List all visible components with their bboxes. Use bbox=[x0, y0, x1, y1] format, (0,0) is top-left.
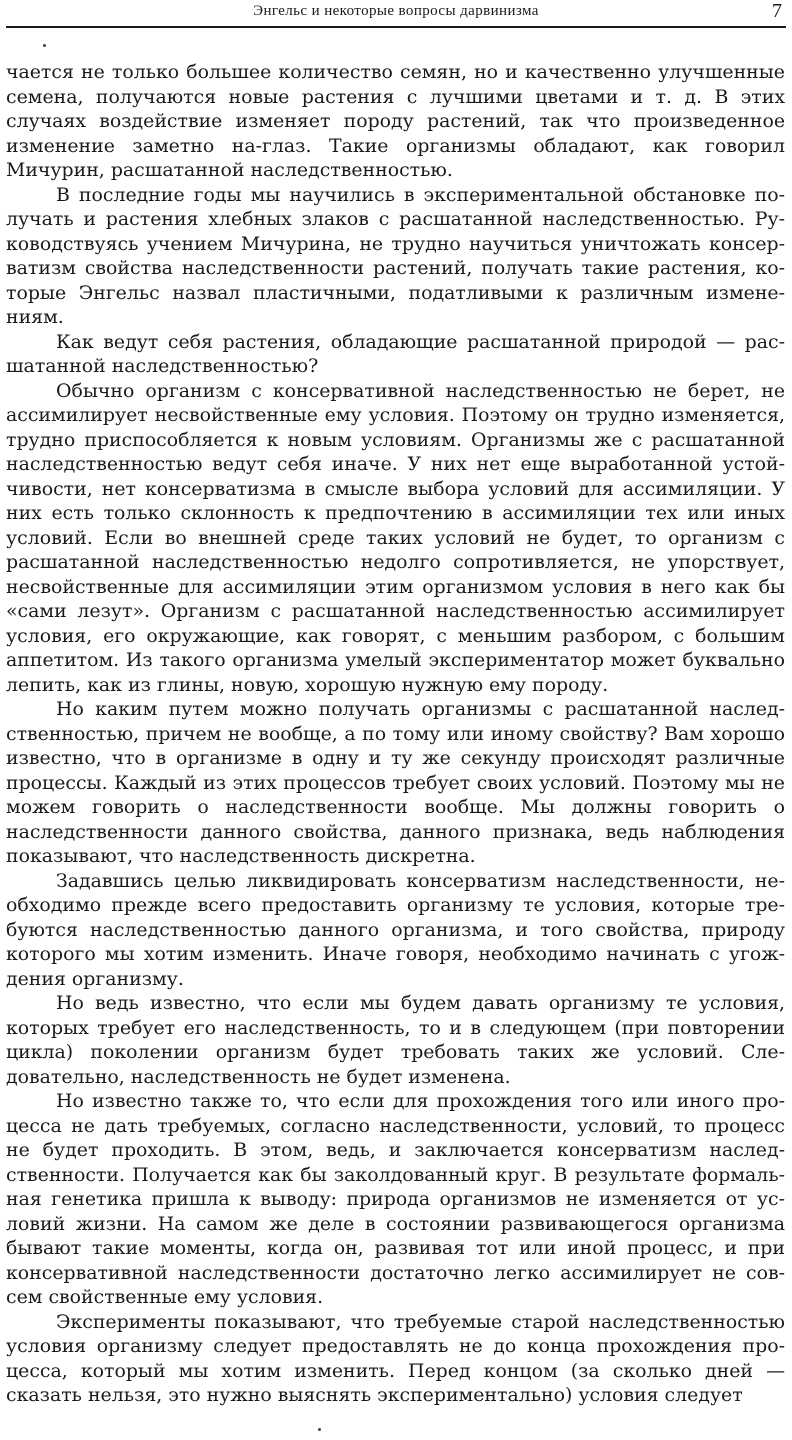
print-speck bbox=[318, 1428, 321, 1431]
print-speck bbox=[43, 44, 46, 47]
paragraph: Но ведь известно, что если мы будем давать организму те условия, которых требует его наследственность, то и в следующем (при повторении цикла) поколении организм будет требовать таких же условий. Следовательно, наследственность не будет изменена. bbox=[6, 992, 785, 1088]
paragraph: Задавшись целью ликвидировать консерватизм наследственности, необходимо прежде всего предоставить организму те условия, которые требуются наследственностью данного организма, и того свойства, природу которого мы хотим изменить. Иначе говоря, необходимо начинать с угождения организму. bbox=[6, 869, 785, 990]
page-number: 7 bbox=[772, 0, 782, 22]
paragraph: В последние годы мы научились в экспериментальной обстановке получать и растения хлебных злаков с расшатанной наследственностью. Руководствуясь учением Мичурина, не трудно научиться уничтожать консерватизм свойства наследственности растений, получать такие растения, которые Энгельс назвал пластичными, податливыми к различным изменениям. bbox=[6, 183, 785, 328]
header-title: Энгельс и некоторые вопросы дарвинизма bbox=[253, 3, 539, 19]
paragraph: Эксперименты показывают, что требуемые старой наследственностью условия организму следует предоставлять не до конца прохождения процесса, который мы хотим изменить. Перед концом (за сколько дней — сказать нельзя, это нужно выяснять экспериментально) условия следует bbox=[6, 1310, 785, 1406]
running-header bbox=[6, 0, 786, 28]
paragraph-continued: чается не только большее количество семян, но и качественно улучшенные семена, получаются новые растения с лучшими цветами и т. д. В этих случаях воздействие изменяет породу растений, так что произведенное изменение заметно на-глаз. Такие организмы обладают, как говорил Мичурин, расшатанной наследственностью. bbox=[6, 61, 785, 181]
paragraph: Как ведут себя растения, обладающие расшатанной природой — расшатанной наследственностью? bbox=[6, 330, 785, 377]
paragraph: Но известно также то, что если для прохождения того или иного процесса не дать требуемых, согласно наследственности, условий, то процесс не будет проходить. В этом, ведь, и заключается консерватизм наследственности. Получается как бы заколдованный круг. В результате формальная генетика пришла к выводу: природа организмов не изменяется от условий жизни. На самом же деле в состоянии развивающегося организма бывают такие моменты, когда он, развивая тот или иной процесс, и при консервативной наследственности достаточно легко ассимилирует не совсем свойственные ему условия. bbox=[6, 1090, 785, 1308]
body-text bbox=[6, 60, 785, 1408]
paragraph: Обычно организм с консервативной наследственностью не берет, не ассимилирует несвойственные ему условия. Поэтому он трудно изменяется, трудно приспособляется к новым условиям. Организмы же с расшатанной наследственностью ведут себя иначе. У них нет еще выработанной устойчивости, нет консерватизма в смысле выбора условий для ассимиляции. У них есть только склонность к предпочтению в ассимиляции тех или иных условий. Если во внешней среде таких условий не будет, то организм с расшатанной наследственностью недолго сопротивляется, не упорствует, несвойственные для ассимиляции этим организмом условия в него как бы «сами лезут». Организм с расшатанной наследственностью ассимилирует условия, его окружающие, как говорят, с меньшим разбором, с большим аппетитом. Из такого организма умелый экспериментатор может буквально лепить, как из глины, новую, хорошую нужную ему породу. bbox=[6, 379, 785, 696]
paragraph: Но каким путем можно получать организмы с расшатанной наследственностью, причем не вообще, а по тому или иному свойству? Вам хорошо известно, что в организме в одну и ту же секунду происходят различные процессы. Каждый из этих процессов требует своих условий. Поэтому мы не можем говорить о наследственности вообще. Мы должны говорить о наследственности данного свойства, данного признака, ведь наблюдения показывают, что наследственность дискретна. bbox=[6, 698, 785, 867]
